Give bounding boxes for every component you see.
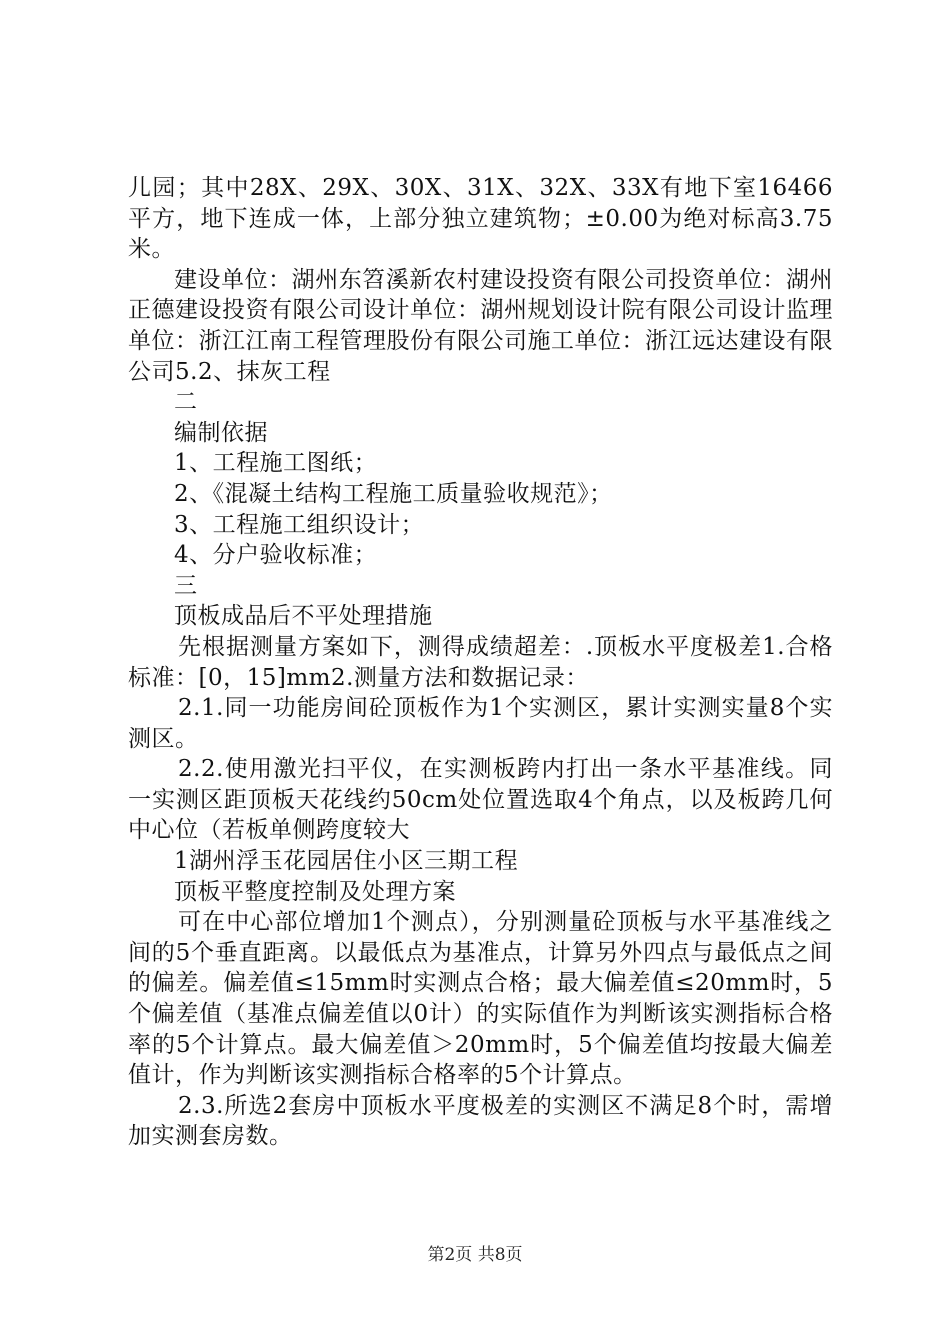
page-number-footer: 第2页 共8页 — [427, 1245, 523, 1265]
paragraph-step-2-2-continued: 可在中心部位增加1个测点），分别测量砼顶板与水平基准线之间的5个垂直距离。以最低点为基准点，计算另外四点与最低点之间的偏差。偏差值≤15mm时实测点合格；最大偏差值≤20mm时，5个偏差值（基准点偏差值以0计）的实际值作为判断该实测指标合格率的5个计算点。最大偏差值＞20mm时，5个偏差值均按最大偏差值计，作为判断该实测指标合格率的5个计算点。 — [128, 909, 833, 1089]
section-number-3: 三 — [174, 572, 198, 599]
paragraph-measurement-intro: 先根据测量方案如下，测得成绩超差：.顶板水平度极差1.合格标准：[0，15]mm2.测量方法和数据记录： — [128, 633, 833, 691]
running-header-title: 顶板平整度控制及处理方案 — [174, 878, 456, 905]
section-title-measures: 顶板成品后不平处理措施 — [174, 603, 433, 630]
paragraph-participating-units: 建设单位：湖州东笤溪新农村建设投资有限公司投资单位：湖州正德建设投资有限公司设计单位：湖州规划设计院有限公司设计监理单位：浙江江南工程管理股份有限公司施工单位：浙江远达建设有限公司5.2、抹灰工程 — [128, 266, 833, 385]
paragraph-step-2-1: 2.1.同一功能房间砼顶板作为1个实测区，累计实测实量8个实测区。 — [128, 695, 833, 752]
paragraph-step-2-3: 2.3.所选2套房中顶板水平度极差的实测区不满足8个时，需增加实测套房数。 — [128, 1092, 833, 1150]
running-header-project: 1湖州浮玉花园居住小区三期工程 — [174, 848, 519, 875]
paragraph-step-2-2: 2.2.使用激光扫平仪，在实测板跨内打出一条水平基准线。同一实测区距顶板天花线约50cm处位置选取4个角点，以及板跨几何中心位（若板单侧跨度较大 — [128, 756, 833, 844]
document-body — [128, 173, 833, 1152]
list-item-basis-3: 3、工程施工组织设计； — [174, 511, 425, 538]
section-title-basis: 编制依据 — [174, 419, 268, 446]
paragraph-project-overview: 儿园；其中28X、29X、30X、31X、32X、33X有地下室16466平方，地下连成一体，上部分独立建筑物；±0.00为绝对标高3.75米。 — [128, 175, 833, 263]
list-item-basis-2: 2、《混凝土结构工程施工质量验收规范》； — [174, 480, 613, 507]
list-item-basis-4: 4、分户验收标准； — [174, 542, 378, 569]
section-number-2: 二 — [174, 389, 198, 416]
list-item-basis-1: 1、工程施工图纸； — [174, 450, 378, 477]
